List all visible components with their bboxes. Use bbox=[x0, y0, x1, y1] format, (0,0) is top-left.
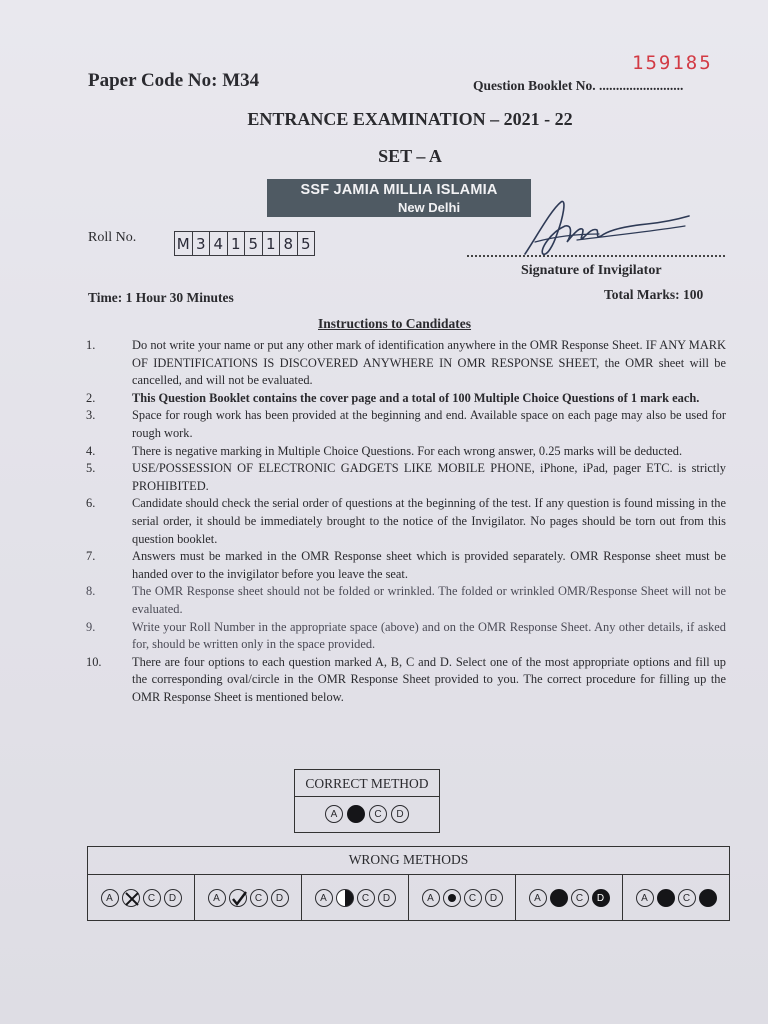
cross-mark-icon bbox=[123, 890, 141, 908]
bubble-c: C bbox=[357, 889, 375, 907]
bubble-c: C bbox=[143, 889, 161, 907]
wrong-example-tick bbox=[195, 875, 302, 920]
wrong-example-cross bbox=[88, 875, 195, 920]
instruction-text: There is negative marking in Multiple Choice Questions. For each wrong answer, 0.25 marks will be deducted. bbox=[132, 443, 683, 458]
instruction-number: 7. bbox=[86, 549, 96, 564]
set-label: SET – A bbox=[378, 146, 442, 166]
bubble-c: C bbox=[464, 889, 482, 907]
instruction-number: 2. bbox=[86, 390, 96, 405]
stamp-line-1: SSF JAMIA MILLIA ISLAMIA bbox=[300, 182, 498, 198]
instruction-number: 5. bbox=[86, 461, 96, 476]
bubble-a: A bbox=[208, 889, 226, 907]
instruction-number: 1. bbox=[86, 338, 96, 352]
instruction-text: Do not write your name or put any other mark of identification anywhere in the OMR Response Sheet. IF ANY MARK OF IDENTIFICATIONS IS DISCOVERED ANYWHERE IN OMR RESPONSE SHEET, the OMR sheet will be cancelled, and will not be evaluated. bbox=[132, 338, 726, 388]
bubble-c: C bbox=[369, 805, 387, 823]
invigilator-signature bbox=[517, 196, 697, 264]
instruction-item bbox=[86, 460, 726, 495]
instructions-title: Instructions to Candidates bbox=[318, 316, 472, 331]
bubble-a: A bbox=[315, 889, 333, 907]
time-label: Time: 1 Hour 30 Minutes bbox=[88, 290, 234, 305]
bubble-b-filled bbox=[657, 889, 675, 907]
roll-digit: M bbox=[175, 232, 193, 255]
bubble-b-filled bbox=[550, 889, 568, 907]
bubble-d: D bbox=[391, 805, 409, 823]
roll-digit: 5 bbox=[245, 232, 263, 255]
paper-code: Paper Code No: M34 bbox=[88, 70, 260, 91]
wrong-example-dot bbox=[409, 875, 516, 920]
instruction-text: Space for rough work has been provided at the beginning and end. Available space on each page may also be used for rough work. bbox=[132, 408, 726, 440]
instruction-item bbox=[86, 619, 726, 654]
booklet-serial-number: 159185 bbox=[632, 52, 713, 74]
instruction-text: Candidate should check the serial order of questions at the beginning of the test. If any question is found missing in the serial order, it should be immediately brought to the notice of the Invigilator. No pages should be torn out from this question booklet. bbox=[132, 496, 726, 546]
wrong-methods-box bbox=[87, 846, 730, 921]
correct-method-box bbox=[294, 769, 440, 833]
bubble-b-dotted bbox=[443, 889, 461, 907]
total-marks-label: Total Marks: 100 bbox=[604, 287, 704, 302]
instruction-item bbox=[86, 443, 726, 461]
instruction-number: 8. bbox=[86, 584, 96, 599]
instruction-number: 4. bbox=[86, 443, 96, 458]
wrong-methods-title: WRONG METHODS bbox=[88, 847, 729, 875]
roll-digit: 1 bbox=[263, 232, 281, 255]
correct-method-title: CORRECT METHOD bbox=[295, 770, 439, 797]
bubble-d-filled: D bbox=[592, 889, 610, 907]
instruction-text: Answers must be marked in the OMR Response sheet which is provided separately. OMR Response sheet must be handed over to the invigilator before you leave the seat. bbox=[132, 549, 726, 581]
signature-line bbox=[467, 255, 725, 257]
roll-digit: 8 bbox=[280, 232, 298, 255]
instruction-text: USE/POSSESSION OF ELECTRONIC GADGETS LIKE MOBILE PHONE, iPhone, iPad, pager ETC. is strictly PROHIBITED. bbox=[132, 461, 726, 493]
bubble-b-crossed bbox=[122, 889, 140, 907]
bubble-a: A bbox=[101, 889, 119, 907]
roll-number-boxes bbox=[174, 231, 315, 256]
roll-digit: 5 bbox=[300, 235, 311, 253]
bubble-d: D bbox=[485, 889, 503, 907]
bubble-d: D bbox=[271, 889, 289, 907]
instruction-number: 6. bbox=[86, 496, 96, 511]
instruction-item bbox=[86, 654, 726, 707]
signature-label: Signature of Invigilator bbox=[521, 263, 662, 278]
instruction-text: The OMR Response sheet should not be folded or wrinkled. The folded or wrinkled OMR/Response Sheet will not be evaluated. bbox=[132, 584, 726, 616]
bubble-a: A bbox=[325, 805, 343, 823]
instructions-list bbox=[86, 337, 726, 706]
wrong-example-two-filled bbox=[623, 875, 729, 920]
question-booklet-label: Question Booklet No. ......................... bbox=[473, 78, 684, 93]
bubble-c: C bbox=[250, 889, 268, 907]
instruction-item bbox=[86, 407, 726, 442]
bubble-c: C bbox=[571, 889, 589, 907]
bubble-c: C bbox=[678, 889, 696, 907]
instruction-number: 9. bbox=[86, 619, 96, 634]
instruction-number: 3. bbox=[86, 408, 96, 423]
bubble-b-half-filled bbox=[336, 889, 354, 907]
instruction-item bbox=[86, 495, 726, 548]
roll-digit: 1 bbox=[228, 232, 246, 255]
bubble-d-filled bbox=[699, 889, 717, 907]
instruction-item bbox=[86, 337, 726, 390]
bubble-b-filled bbox=[347, 805, 365, 823]
instruction-item bbox=[86, 583, 726, 618]
roll-label: Roll No. bbox=[88, 230, 137, 245]
instruction-number: 10. bbox=[86, 654, 102, 669]
wrong-example-half-filled bbox=[302, 875, 409, 920]
bubble-a: A bbox=[529, 889, 547, 907]
bubble-b-ticked bbox=[229, 889, 247, 907]
bubble-a: A bbox=[422, 889, 440, 907]
bubble-a: A bbox=[636, 889, 654, 907]
correct-method-bubbles bbox=[295, 797, 439, 831]
instruction-item bbox=[86, 390, 726, 408]
stamp-line-2: New Delhi bbox=[397, 200, 461, 215]
instruction-text: Write your Roll Number in the appropriate space (above) and on the OMR Response Sheet. Any other details, if asked for, should be written only in the space provided. bbox=[132, 619, 726, 652]
instruction-text: This Question Booklet contains the cover page and a total of 100 Multiple Choice Questions of 1 mark each. bbox=[132, 390, 700, 405]
wrong-example-multiple bbox=[516, 875, 623, 920]
roll-digit: 3 bbox=[193, 232, 211, 255]
wrong-methods-examples bbox=[88, 875, 729, 920]
institution-stamp bbox=[267, 179, 531, 217]
roll-digit: 4 bbox=[210, 232, 228, 255]
instruction-item bbox=[86, 548, 726, 583]
exam-title: ENTRANCE EXAMINATION – 2021 - 22 bbox=[247, 109, 573, 129]
bubble-d: D bbox=[164, 889, 182, 907]
bubble-d: D bbox=[378, 889, 396, 907]
tick-mark-icon bbox=[230, 890, 248, 908]
instruction-text: There are four options to each question marked A, B, C and D. Select one of the most appropriate options and fill up the corresponding oval/circle in the OMR Response Sheet provided to you. The correct procedure for filling up the OMR Response Sheet is mentioned below. bbox=[132, 654, 726, 704]
